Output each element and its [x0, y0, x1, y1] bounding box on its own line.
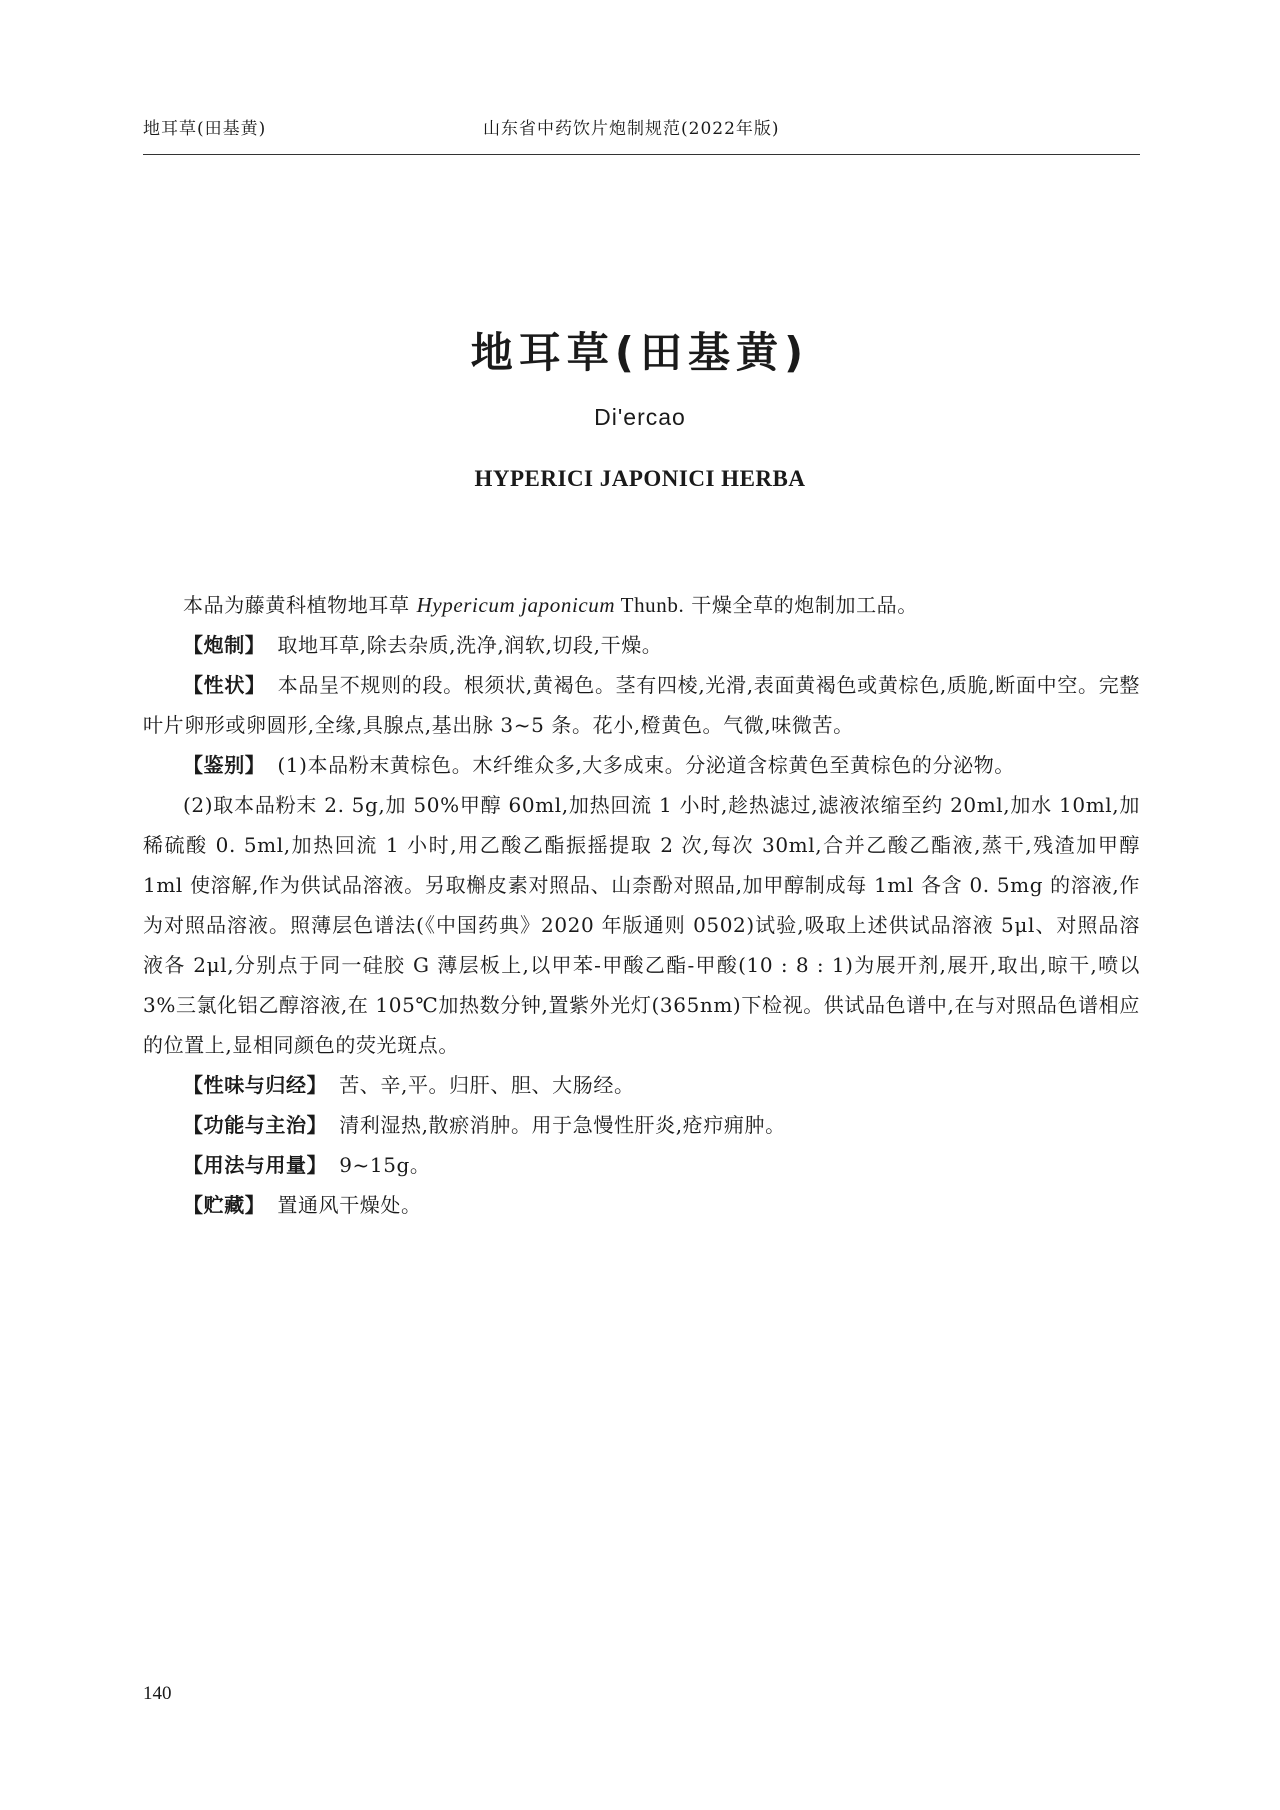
section-processing	[143, 625, 1140, 665]
section-function	[143, 1105, 1140, 1145]
section-storage	[143, 1185, 1140, 1225]
section-identification-tlc: (2)取本品粉末 2. 5g,加 50%甲醇 60ml,加热回流 1 小时,趁热滤过,滤液浓缩至约 20ml,加水 10ml,加稀硫酸 0. 5ml,加热回流 1 小时,用乙酸乙酯振摇提取 2 次,每次 30ml,合并乙酸乙酯液,蒸干,残渣加甲醇 1ml 使溶解,作为供试品溶液。另取槲皮素对照品、山柰酚对照品,加甲醇制成每 1ml 各含 0. 5mg 的溶液,作为对照品溶液。照薄层色谱法(《中国药典》2020 年版通则 0502)试验,吸取上述供试品溶液 5μl、对照品溶液各 2μl,分别点于同一硅胶 G 薄层板上,以甲苯-甲酸乙酯-甲酸(10 : 8 : 1)为展开剂,展开,取出,晾干,喷以 3%三氯化铝乙醇溶液,在 105℃加热数分钟,置紫外光灯(365nm)下检视。供试品色谱中,在与对照品色谱相应的位置上,显相同颜色的荧光斑点。	[143, 793, 1140, 1057]
section-dosage	[143, 1145, 1140, 1185]
section-label: 【贮藏】	[183, 1193, 266, 1217]
section-nature	[143, 1065, 1140, 1105]
section-description	[143, 665, 1140, 745]
section-label: 【炮制】	[183, 633, 266, 657]
section-text: 9~15g。	[339, 1153, 431, 1177]
species-name: Hypericum japonicum	[416, 593, 616, 617]
section-label: 【鉴别】	[183, 753, 266, 777]
section-label: 【性味与归经】	[183, 1073, 328, 1097]
intro-paragraph	[143, 585, 1140, 625]
section-identification	[143, 745, 1140, 785]
section-text: 本品呈不规则的段。根须状,黄褐色。茎有四棱,光滑,表面黄褐色或黄棕色,质脆,断面中空。完整叶片卵形或卵圆形,全缘,具腺点,基出脉 3~5 条。花小,橙黄色。气微,味微苦。	[143, 673, 1140, 737]
section-label: 【用法与用量】	[183, 1153, 328, 1177]
section-text: 置通风干燥处。	[277, 1193, 422, 1217]
section-text: 苦、辛,平。归肝、胆、大肠经。	[339, 1073, 635, 1097]
running-head-monograph: 地耳草(田基黄)	[143, 119, 267, 139]
section-label: 【性状】	[183, 673, 266, 697]
monograph-body	[143, 585, 1140, 1225]
intro-before: 本品为藤黄科植物地耳草	[183, 593, 417, 617]
species-author: Thunb.	[615, 593, 685, 617]
section-text: (1)本品粉末黄棕色。木纤维众多,大多成束。分泌道含棕黄色至黄棕色的分泌物。	[277, 753, 1015, 777]
monograph-title-pinyin: Di'ercao	[594, 404, 686, 430]
page-number: 140	[143, 1683, 172, 1704]
page-header	[143, 114, 1140, 155]
running-head-book-title: 山东省中药饮片炮制规范(2022年版)	[483, 119, 780, 139]
section-text: 取地耳草,除去杂质,洗净,润软,切段,干燥。	[277, 633, 663, 657]
section-text: 清利湿热,散瘀消肿。用于急慢性肝炎,疮疖痈肿。	[339, 1113, 786, 1137]
intro-after: 干燥全草的炮制加工品。	[684, 593, 918, 617]
monograph-title-chinese: 地耳草(田基黄)	[470, 328, 810, 377]
monograph-title-latin: HYPERICI JAPONICI HERBA	[474, 466, 806, 491]
section-label: 【功能与主治】	[183, 1113, 328, 1137]
